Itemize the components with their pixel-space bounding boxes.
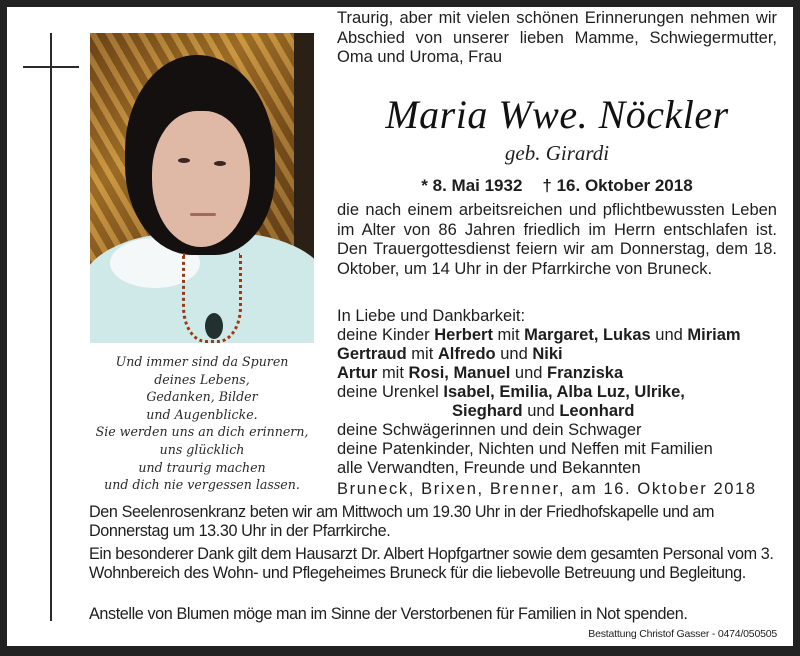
family-line: Artur mit Rosi, Manuel und Franziska xyxy=(337,364,624,382)
family-list xyxy=(337,307,777,478)
thanks-text: Ein besonderer Dank gilt dem Hausarzt Dr. Albert Hopfgartner sowie dem gesamten Personal vom 3. Wohnbereich des Wohn- und Pflegeheimes Bruneck für die liebevolle Betreuung und Begleitung. xyxy=(89,545,774,582)
undertaker-credit: Bestattung Christof Gasser - 0474/050505 xyxy=(588,628,777,640)
death-date: † 16. Oktober 2018 xyxy=(542,176,693,195)
intro-text: Traurig, aber mit vielen schönen Erinnerungen nehmen wir Abschied von unserer lieben Mamme, Schwiegermutter, Oma und Uroma, Frau xyxy=(337,9,777,66)
poem-line: und Augenblicke. xyxy=(146,406,258,422)
poem-line: Und immer sind da Spuren xyxy=(115,354,289,369)
poem-line: Gedanken, Bilder xyxy=(146,389,258,405)
portrait-photo xyxy=(90,33,314,343)
family-line: alle Verwandten, Freunde und Bekannten xyxy=(337,459,641,477)
deceased-name: Maria Wwe. Nöckler xyxy=(385,92,729,137)
family-line: Gertraud mit Alfredo und Niki xyxy=(337,345,563,363)
poem-line: und dich nie vergessen lassen. xyxy=(104,477,300,493)
rosary-text: Den Seelenrosenkranz beten wir am Mittwoch um 19.30 Uhr in der Friedhofskapelle und am Donnerstag um 13.30 Uhr in der Pfarrkirche. xyxy=(89,503,715,540)
family-line: deine Schwägerinnen und dein Schwager xyxy=(337,421,642,439)
family-line: Sieghard und Leonhard xyxy=(452,402,635,420)
family-line: deine Patenkinder, Nichten und Neffen mit Familien xyxy=(337,440,713,458)
life-dates xyxy=(337,175,777,197)
poem-line: und traurig machen xyxy=(138,459,266,475)
family-line: deine Urenkel Isabel, Emilia, Alba Luz, Ulrike, xyxy=(337,383,685,401)
obituary-notice xyxy=(7,7,793,646)
poem-line: deines Lebens, xyxy=(154,371,250,387)
birth-date: * 8. Mai 1932 xyxy=(421,176,523,195)
family-heading: In Liebe und Dankbarkeit: xyxy=(337,307,526,325)
poem-line: uns glücklich xyxy=(159,441,245,457)
donation-text: Anstelle von Blumen möge man im Sinne der Verstorbenen für Familien in Not spenden. xyxy=(89,605,688,623)
cross-icon xyxy=(50,33,52,621)
poem-line: Sie werden uns an dich erinnern, xyxy=(95,424,309,440)
family-line: deine Kinder Herbert mit Margaret, Lukas und Miriam xyxy=(337,326,741,344)
obituary-body: die nach einem arbeitsreichen und pflichtbewussten Leben im Alter von 86 Jahren friedlich im Herrn entschlafen ist. Den Trauergottesdienst feiern wir am Donnerstag, dem 18. Oktober, um 14 Uhr in der Pfarrkirche von Bruneck. xyxy=(337,201,777,278)
place-date: Bruneck, Brixen, Brenner, am 16. Oktober 2018 xyxy=(337,480,757,498)
maiden-name: geb. Girardi xyxy=(504,141,610,165)
memorial-poem xyxy=(90,353,314,494)
cross-icon-bar xyxy=(23,66,79,68)
